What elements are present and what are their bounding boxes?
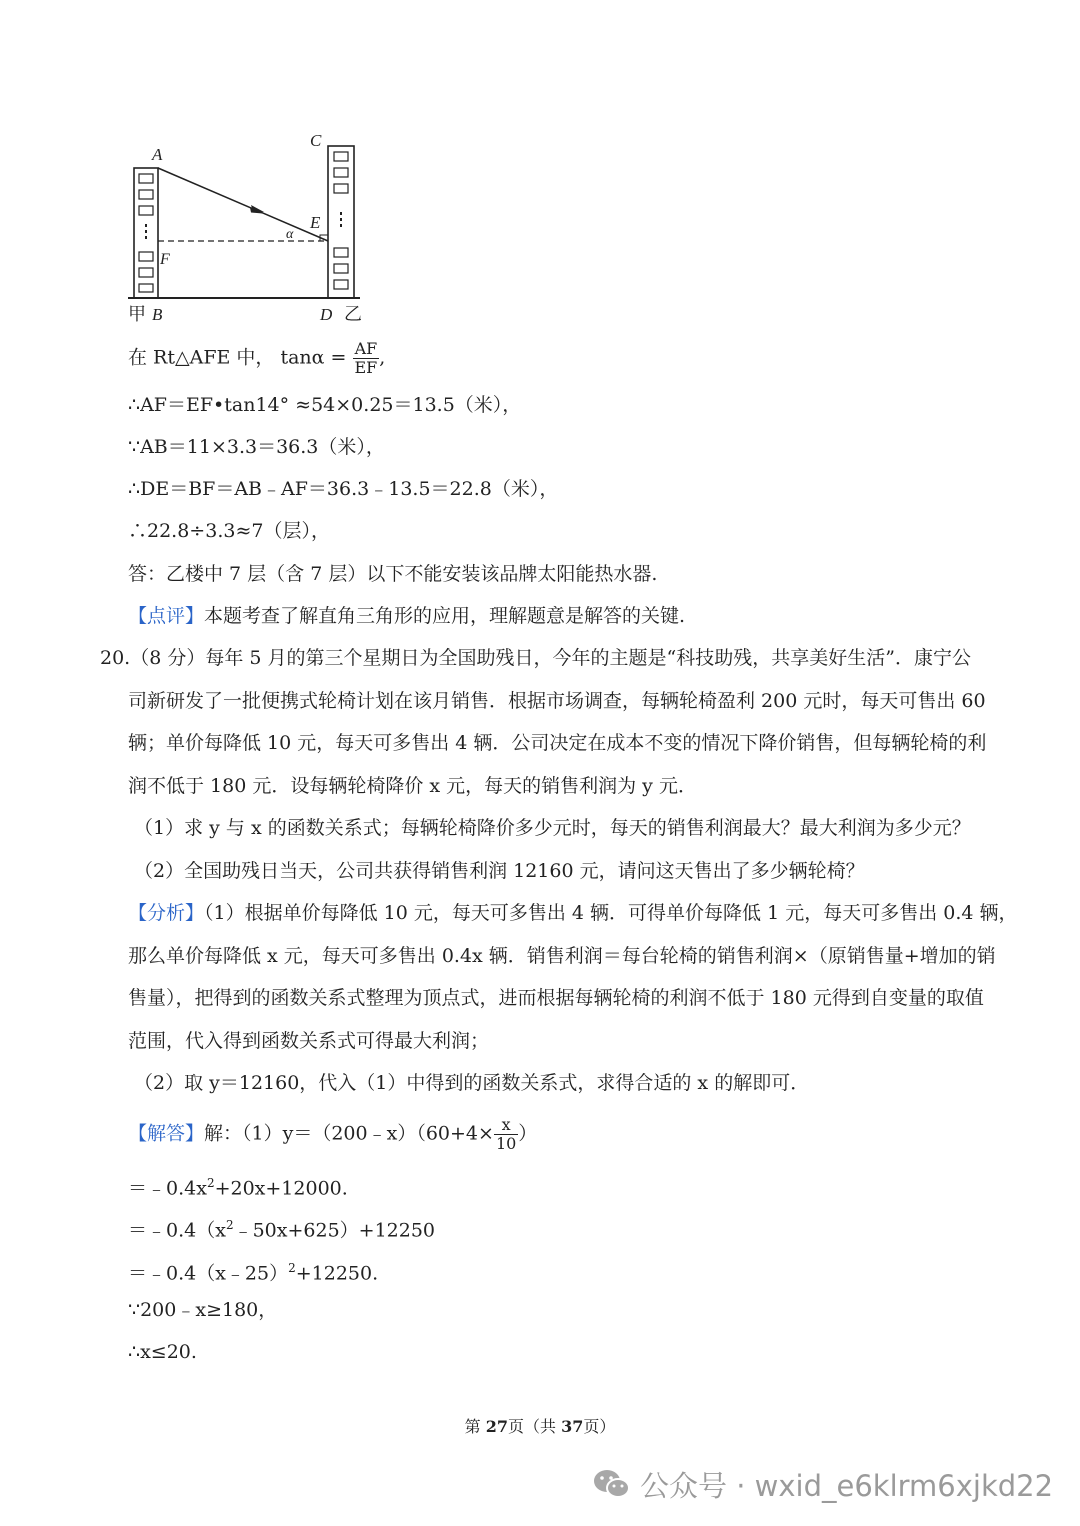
answer-line-3 bbox=[128, 1212, 435, 1243]
expr-part: +20x+12000. bbox=[214, 1177, 348, 1200]
answer-line-1 bbox=[128, 1116, 537, 1153]
problem-20-line-2: 司新研发了一批便携式轮椅计划在该月销售．根据市场调查，每辆轮椅盈利 200 元时，每天可售出 60 bbox=[128, 690, 986, 712]
fraction-denominator: 10 bbox=[495, 1134, 517, 1153]
solution-line-4: ∴DE＝BF＝AB﹣AF＝36.3﹣13.5＝22.8（米）， bbox=[128, 478, 559, 500]
rt-triangle-text: 在 Rt△AFE 中， bbox=[128, 346, 275, 369]
expr-part: ＝﹣0.4（x﹣25） bbox=[128, 1262, 289, 1285]
problem-20-line-4: 润不低于 180 元．设每辆轮椅降价 x 元，每天的销售利润为 y 元． bbox=[128, 775, 697, 797]
tan-expression: tanα = bbox=[280, 346, 347, 369]
fraction-numerator: x bbox=[494, 1116, 518, 1135]
review-line bbox=[128, 603, 685, 629]
analysis-line-4: 范围，代入得到函数关系式可得最大利润； bbox=[128, 1030, 490, 1052]
solution-line-1 bbox=[128, 340, 385, 377]
answer-line: 答：乙楼中 7 层（含 7 层）以下不能安装该品牌太阳能热水器. bbox=[128, 563, 658, 585]
question-2: （2）全国助残日当天，公司共获得销售利润 12160 元，请问这天售出了多少辆轮椅？ bbox=[134, 860, 865, 882]
label-f: F bbox=[160, 251, 170, 268]
fraction-denominator: EF bbox=[354, 358, 378, 377]
label-c: C bbox=[310, 131, 322, 150]
analysis-tag: 【分析】 bbox=[128, 902, 205, 924]
wechat-icon bbox=[592, 1467, 632, 1501]
question-1: （1）求 y 与 x 的函数关系式；每辆轮椅降价多少元时，每天的销售利润最大？最大利润为多少元？ bbox=[134, 817, 971, 839]
building-yi bbox=[328, 146, 354, 298]
close-paren: ） bbox=[518, 1122, 538, 1145]
problem-number: 20. bbox=[100, 647, 131, 669]
label-yi: 乙 bbox=[344, 304, 362, 325]
answer-line-6: ∴x≤20. bbox=[128, 1341, 197, 1363]
solution-line-2: ∴AF＝EF•tan14° ≈54×0.25＝13.5（米）， bbox=[128, 394, 522, 416]
answer-line-4 bbox=[128, 1255, 378, 1286]
exponent: 2 bbox=[225, 1218, 234, 1232]
expr-part: ＝﹣0.4x bbox=[128, 1177, 207, 1200]
problem-text-1: （8 分）每年 5 月的第三个星期日为全国助残日，今年的主题是“科技助残，共享美好生活”．康宁公 bbox=[130, 647, 971, 669]
problem-20-line-3: 辆；单价每降低 10 元，每天可多售出 4 辆．公司决定在成本不变的情况下降价销售，但每辆轮椅的利 bbox=[128, 732, 987, 754]
answer-line-5: ∵200﹣x≥180， bbox=[128, 1299, 278, 1321]
watermark-text: 公众号 · wxid_e6klrm6xjkd22 bbox=[640, 1468, 1054, 1503]
exponent: 2 bbox=[288, 1261, 296, 1275]
analysis-text-1: （1）根据单价每降低 10 元，每天可多售出 4 辆．可得单价每降低 1 元，每天可多售出 0.4 辆， bbox=[204, 902, 1018, 924]
expr-part: ＝﹣0.4（x bbox=[128, 1219, 226, 1242]
answer-tag: 【解答】 bbox=[128, 1122, 205, 1145]
answer-line-2 bbox=[128, 1170, 348, 1201]
analysis-line-3: 售量），把得到的函数关系式整理为顶点式，进而根据每辆轮椅的利润不低于 180 元得到自变量的取值 bbox=[128, 987, 984, 1009]
answer-text-1: 解：（1）y＝（200﹣x）（60+4× bbox=[204, 1122, 494, 1145]
sun-ray bbox=[158, 168, 328, 241]
fraction-x-10 bbox=[494, 1116, 518, 1153]
analysis-line-5: （2）取 y＝12160，代入（1）中得到的函数关系式，求得合适的 x 的解即可． bbox=[134, 1072, 810, 1094]
solution-line-3: ∵AB＝11×3.3＝36.3（米）， bbox=[128, 436, 385, 458]
watermark bbox=[592, 1460, 1053, 1508]
label-b: B bbox=[152, 305, 163, 324]
fraction-af-ef bbox=[353, 340, 380, 377]
problem-20-line-1 bbox=[100, 645, 971, 671]
expr-part: ﹣50x+625）+12250 bbox=[233, 1219, 436, 1242]
label-jia: 甲 bbox=[128, 304, 146, 325]
label-alpha: α bbox=[286, 227, 294, 242]
analysis-line-1 bbox=[128, 900, 1018, 926]
exponent: 2 bbox=[206, 1176, 215, 1190]
review-text: 本题考查了解直角三角形的应用，理解题意是解答的关键. bbox=[204, 605, 686, 627]
footer-text: 页） bbox=[583, 1417, 616, 1436]
comma: , bbox=[379, 346, 386, 369]
expr-part: +12250. bbox=[295, 1262, 379, 1285]
page-number: 27 bbox=[485, 1417, 508, 1436]
solution-line-5: ∴22.8÷3.3≈7（层）， bbox=[128, 520, 330, 542]
fraction-numerator: AF bbox=[353, 340, 380, 359]
total-pages: 37 bbox=[561, 1417, 584, 1436]
footer-text: 第 bbox=[464, 1417, 486, 1436]
analysis-line-2: 那么单价每降低 x 元，每天可多售出 0.4x 辆．销售利润＝每台轮椅的销售利润×（原销售量+增加的销 bbox=[128, 945, 996, 967]
footer-text: 页（共 bbox=[507, 1417, 562, 1436]
review-tag: 【点评】 bbox=[128, 605, 205, 627]
label-a: A bbox=[152, 145, 163, 164]
label-d: D bbox=[320, 305, 333, 324]
page-footer bbox=[0, 1414, 1080, 1437]
building-diagram bbox=[120, 128, 380, 328]
label-e: E bbox=[310, 213, 321, 232]
